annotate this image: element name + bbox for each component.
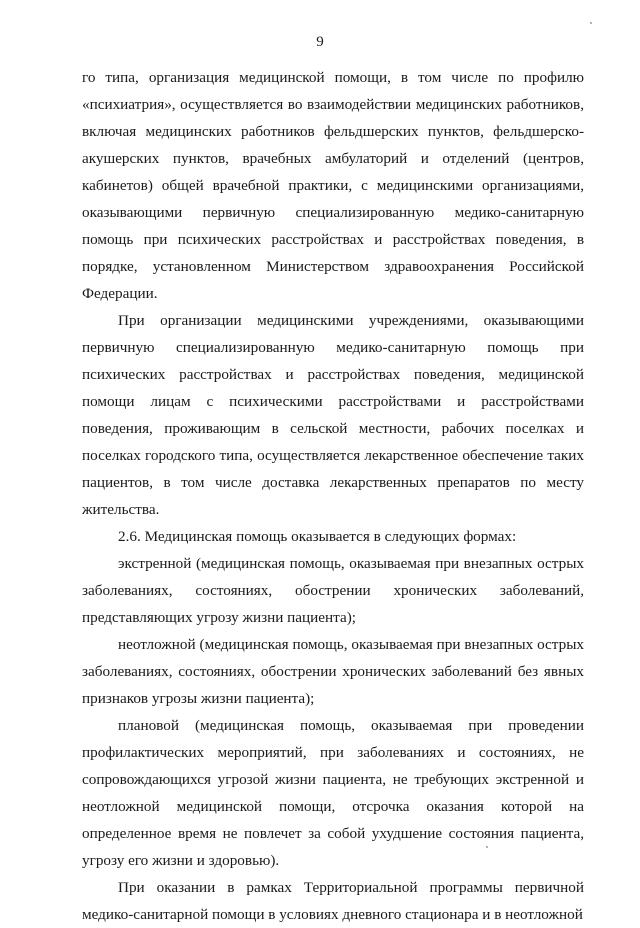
paragraph-urgent-form: неотложной (медицинская помощь, оказываемая при внезапных острых заболеваниях, состояниях, обострении хронических заболеваний без явных признаков угрозы жизни пациента); bbox=[82, 636, 584, 707]
document-body bbox=[82, 64, 584, 928]
paragraph-rural-medication: При организации медицинскими учреждениями, оказывающими первичную специализированную медико-санитарную помощь при психических расстройствах и расстройствах поведения, медицинской помощи лицам с психическими расстройствами и расстройствами поведения, проживающим в сельской местности, рабочих поселках и поселках городского типа, осуществляется лекарственное обеспечение таких пациентов, в том числе доставка лекарственных препаратов по месту жительства. bbox=[82, 312, 584, 518]
paragraph-section-2-6: 2.6. Медицинская помощь оказывается в следующих формах: bbox=[118, 528, 517, 545]
paragraph-continuation: го типа, организация медицинской помощи, в том числе по профилю «психиатрия», осуществляется во взаимодействии медицинских работников, включая медицинских работников фельдшерских пунктов, фельдшерско-акушерских пунктов, врачебных амбулаторий и отделений (центров, кабинетов) общей врачебной практики, с медицинскими организациями, оказывающими первичную специализированную медико-санитарную помощь при психических расстройствах и расстройствах поведения, в порядке, установленном Министерством здравоохранения Российской Федерации. bbox=[82, 69, 584, 302]
paragraph-planned-form: плановой (медицинская помощь, оказываемая при проведении профилактических мероприятий, при заболеваниях и состояниях, не сопровождающихся угрозой жизни пациента, не требующих экстренной и неотложной медицинской помощи, отсрочка оказания которой на определенное время не повлечет за собой ухудшение состояния пациента, угрозу его жизни и здоровью). bbox=[82, 717, 584, 869]
page-number: 9 bbox=[316, 34, 324, 50]
paragraph-day-hospital: При оказании в рамках Территориальной программы первичной медико-санитарной помощи в условиях дневного стационара и в неотложной bbox=[82, 879, 584, 923]
scan-speck bbox=[590, 22, 592, 24]
paragraph-emergency-form: экстренной (медицинская помощь, оказываемая при внезапных острых заболеваниях, состояниях, обострении хронических заболеваний, представляющих угрозу жизни пациента); bbox=[82, 555, 584, 626]
scan-speck bbox=[486, 846, 488, 848]
